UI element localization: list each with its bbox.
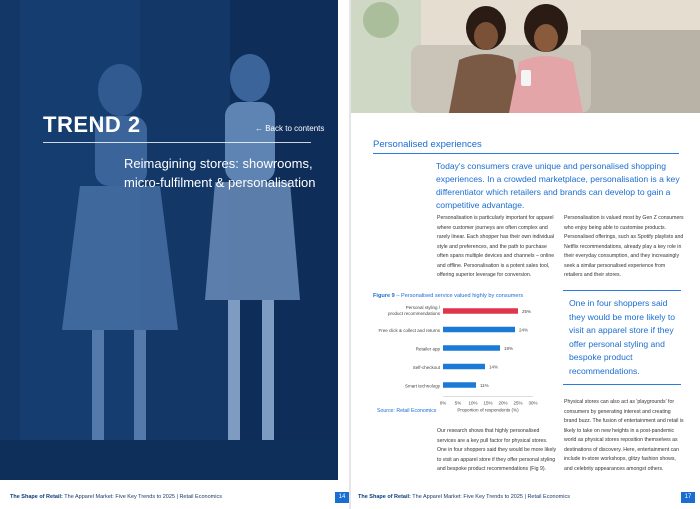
section-divider [373,153,679,154]
bar [443,308,518,314]
bar [443,345,500,351]
quote-rule-top [563,290,681,291]
pull-quote: One in four shoppers said they would be more likely to visit an apparel store if they offer personal styling and bespoke product recommendations. [569,298,676,376]
figure-title: – Personalised service valued highly by consumers [394,293,524,299]
tick-label: 0% [439,400,447,406]
shoppers-illustration [351,0,700,113]
section-heading: Personalised experiences [373,139,482,150]
tick-label: 20% [498,400,508,406]
category-label: product recommendations [387,311,440,316]
tick-label: 15% [483,400,493,406]
bar [443,327,515,333]
figure-label: Figure 9 [373,293,395,299]
mannequin-photo [0,0,338,480]
footer-brand: The Shape of Retail: [358,494,411,500]
data-label: 19% [504,346,514,351]
category-label: Free click & collect and returns [378,328,440,333]
chart-source: Source: Retail Economics [377,408,437,414]
data-label: 24% [519,327,529,333]
data-label: 14% [489,364,499,370]
data-label: 25% [522,309,532,314]
right-page [351,0,700,509]
bar-chart [373,302,558,417]
page-number: 17 [681,492,695,503]
bar [443,382,476,388]
tick-label: 25% [513,400,523,406]
left-footer [10,494,222,500]
right-footer [358,494,570,500]
tick-label: 30% [528,400,538,406]
mannequin-illustration [0,0,338,480]
trend-title: TREND 2 [43,112,141,137]
figure-caption [373,293,523,299]
back-to-contents-link[interactable]: ← Back to contents [255,124,325,133]
data-label: 11% [480,383,489,388]
shoppers-photo [351,0,700,113]
footer-text: The Apparel Market: Five Key Trends to 2025 | Retail Economics [410,494,570,500]
body-paragraph-3: Our research shows that highly personalised services are a key pull factor for physical stores. One in four shoppers said they would be more likely to visit an apparel store if they offer personal styling and bespoke product recommendations (Fig 9). [437,428,557,472]
category-label: Retailer app [415,346,440,352]
footer-text: The Apparel Market: Five Key Trends to 2025 | Retail Economics [62,494,222,500]
body-paragraph-4: Physical stores can also act as 'playgrounds' for consumers by generating interest and creating brand buzz. The fusion of entertainment and retail is likely to take on new heights in a post-pandemic world as physical stores reposition themselves as destinations of discovery. Here, entertainment can include in-store workshops, glitzy fashion shows, and celebrity appearances amongst others. [564,399,684,472]
category-label: Personal styling / [405,305,440,310]
category-label: Self-checkout [412,365,440,370]
tick-label: 5% [454,400,462,406]
bar [443,364,485,370]
page-number: 14 [335,492,349,503]
category-label: Smart technology [404,383,440,389]
intro-paragraph: Today's consumers crave unique and personalised shopping experiences. In a crowded marketplace, personalisation is a key differentiator which retailers and brands can develop to gain a competitive advantage. [436,161,680,210]
body-paragraph-2: Personalisation is valued most by Gen Z consumers who enjoy being able to customise products. Personalised offerings, such as Spotify playlists and Netflix recommendations, already play a key role in their everyday consumption, and they increasingly seek a similar personalised experience from retailers and their stores. [564,215,684,278]
body-paragraph-1: Personalisation is particularly important for apparel where customer journeys are often complex and rarely linear. Each shopper has their own individual style and preferences, and the path to purchase often spans multiple devices and channels – online and offline. Personalisation is a potent sales tool, offering superior leverage for conversion. [437,215,555,278]
trend-subtitle: Reimagining stores: showrooms, micro-fulfilment & personalisation [124,156,316,190]
left-page [0,0,349,509]
quote-rule-bottom [563,384,681,385]
title-divider [43,142,311,143]
tick-label: 10% [468,400,478,406]
footer-brand: The Shape of Retail: [10,494,63,500]
x-axis-label: Proportion of respondents (%) [457,407,519,413]
